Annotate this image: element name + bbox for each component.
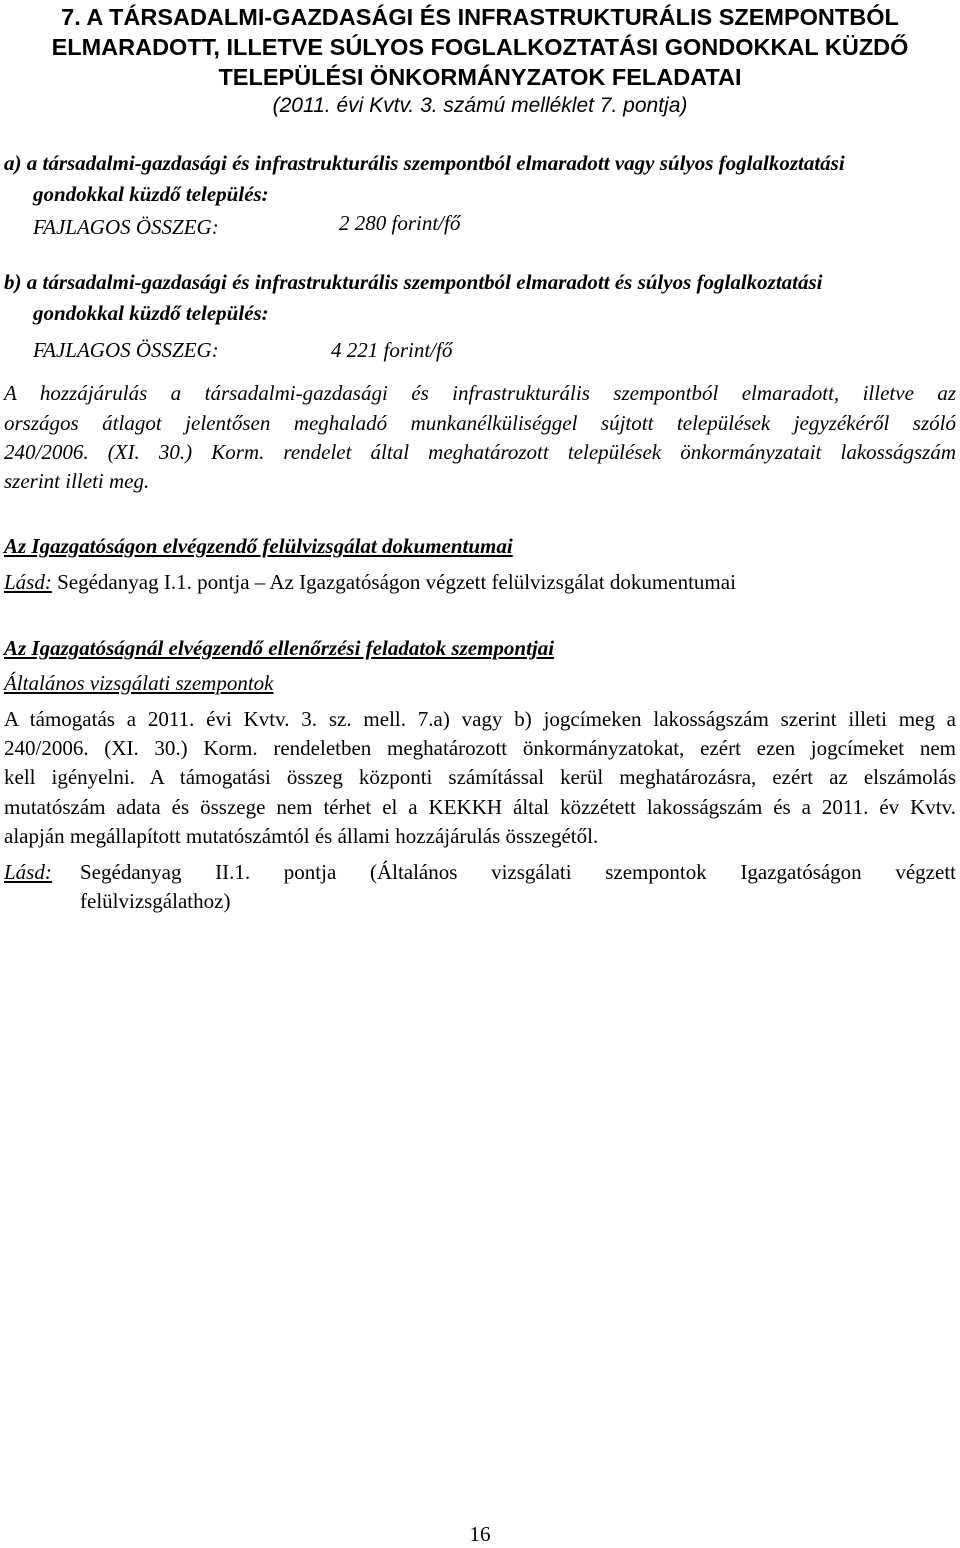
section-a-heading-line-1: a) a társadalmi-gazdasági és infrastrukturális szempontból elmaradott vagy súlyos foglalkoztatási bbox=[4, 151, 845, 175]
control-see-label: Lásd: bbox=[4, 860, 52, 884]
see-reference: Segédanyag I.1. pontja – Az Igazgatóságon végzett felülvizsgálat dokumentumai bbox=[51, 570, 736, 594]
note-line-1: A hozzájárulás a társadalmi-gazdasági és infrastrukturális szempontból elmaradott, illetve az bbox=[4, 381, 956, 405]
review-docs-see-line bbox=[4, 568, 736, 596]
control-see-line-2: felülvizsgálathoz) bbox=[80, 889, 231, 913]
control-points-subheading: Általános vizsgálati szempontok bbox=[4, 671, 274, 695]
section-b-heading-line-2: gondokkal küzdő település: bbox=[33, 301, 269, 325]
review-docs-heading: Az Igazgatóságon elvégzendő felülvizsgálat dokumentumai bbox=[4, 534, 513, 558]
chapter-title-line-3: TELEPÜLÉSI ÖNKORMÁNYZATOK FELADATAI bbox=[218, 64, 742, 90]
page-number: 16 bbox=[469, 1522, 491, 1546]
section-b-heading-line-1: b) a társadalmi-gazdasági és infrastrukturális szempontból elmaradott és súlyos foglalkoztatási bbox=[4, 270, 823, 294]
section-a-amount-label: FAJLAGOS ÖSSZEG: bbox=[33, 215, 219, 239]
control-body-line-2: 240/2006. (XI. 30.) Korm. rendeletben meghatározott önkormányzatokat, ezért ezen jogcímeket nem bbox=[4, 736, 956, 760]
note-line-2: országos átlagot jelentősen meghaladó munkanélküliséggel sújtott települések jegyzékéről szóló bbox=[4, 411, 956, 435]
control-body-line-1: A támogatás a 2011. évi Kvtv. 3. sz. mell. 7.a) vagy b) jogcímeken lakosságszám szerint illeti meg a bbox=[4, 707, 956, 731]
chapter-title-line-1: 7. A TÁRSADALMI-GAZDASÁGI ÉS INFRASTRUKTURÁLIS SZEMPONTBÓL bbox=[61, 4, 899, 30]
see-label: Lásd: bbox=[4, 570, 52, 594]
section-a-amount-value: 2 280 forint/fő bbox=[339, 211, 461, 235]
control-body-line-5: alapján megállapított mutatószámtól és állami hozzájárulás összegétől. bbox=[4, 824, 599, 848]
control-body-line-4: mutatószám adata és összege nem térhet el a KEKKH által közzétett lakosságszám és a 2011. év Kvtv. bbox=[4, 795, 956, 819]
section-a-heading-line-2: gondokkal küzdő település: bbox=[33, 182, 269, 206]
control-body-line-3: kell igényelni. A támogatási összeg központi számítással kerül meghatározásra, ezért az elszámolás bbox=[4, 765, 956, 789]
control-points-heading: Az Igazgatóságnál elvégzendő ellenőrzési feladatok szempontjai bbox=[4, 636, 555, 660]
note-line-4: szerint illeti meg. bbox=[4, 469, 150, 493]
section-b-amount-value: 4 221 forint/fő bbox=[331, 338, 453, 362]
chapter-title-line-2: ELMARADOTT, ILLETVE SÚLYOS FOGLALKOZTATÁSI GONDOKKAL KÜZDŐ bbox=[51, 34, 909, 60]
section-b-amount-label: FAJLAGOS ÖSSZEG: bbox=[33, 338, 219, 362]
control-see-line-1: Segédanyag II.1. pontja (Általános vizsgálati szempontok Igazgatóságon végzett bbox=[80, 860, 956, 884]
note-line-3: 240/2006. (XI. 30.) Korm. rendelet által meghatározott települések önkormányzatait lakosságszám bbox=[4, 440, 956, 464]
chapter-subtitle: (2011. évi Kvtv. 3. számú melléklet 7. pontja) bbox=[272, 94, 688, 117]
